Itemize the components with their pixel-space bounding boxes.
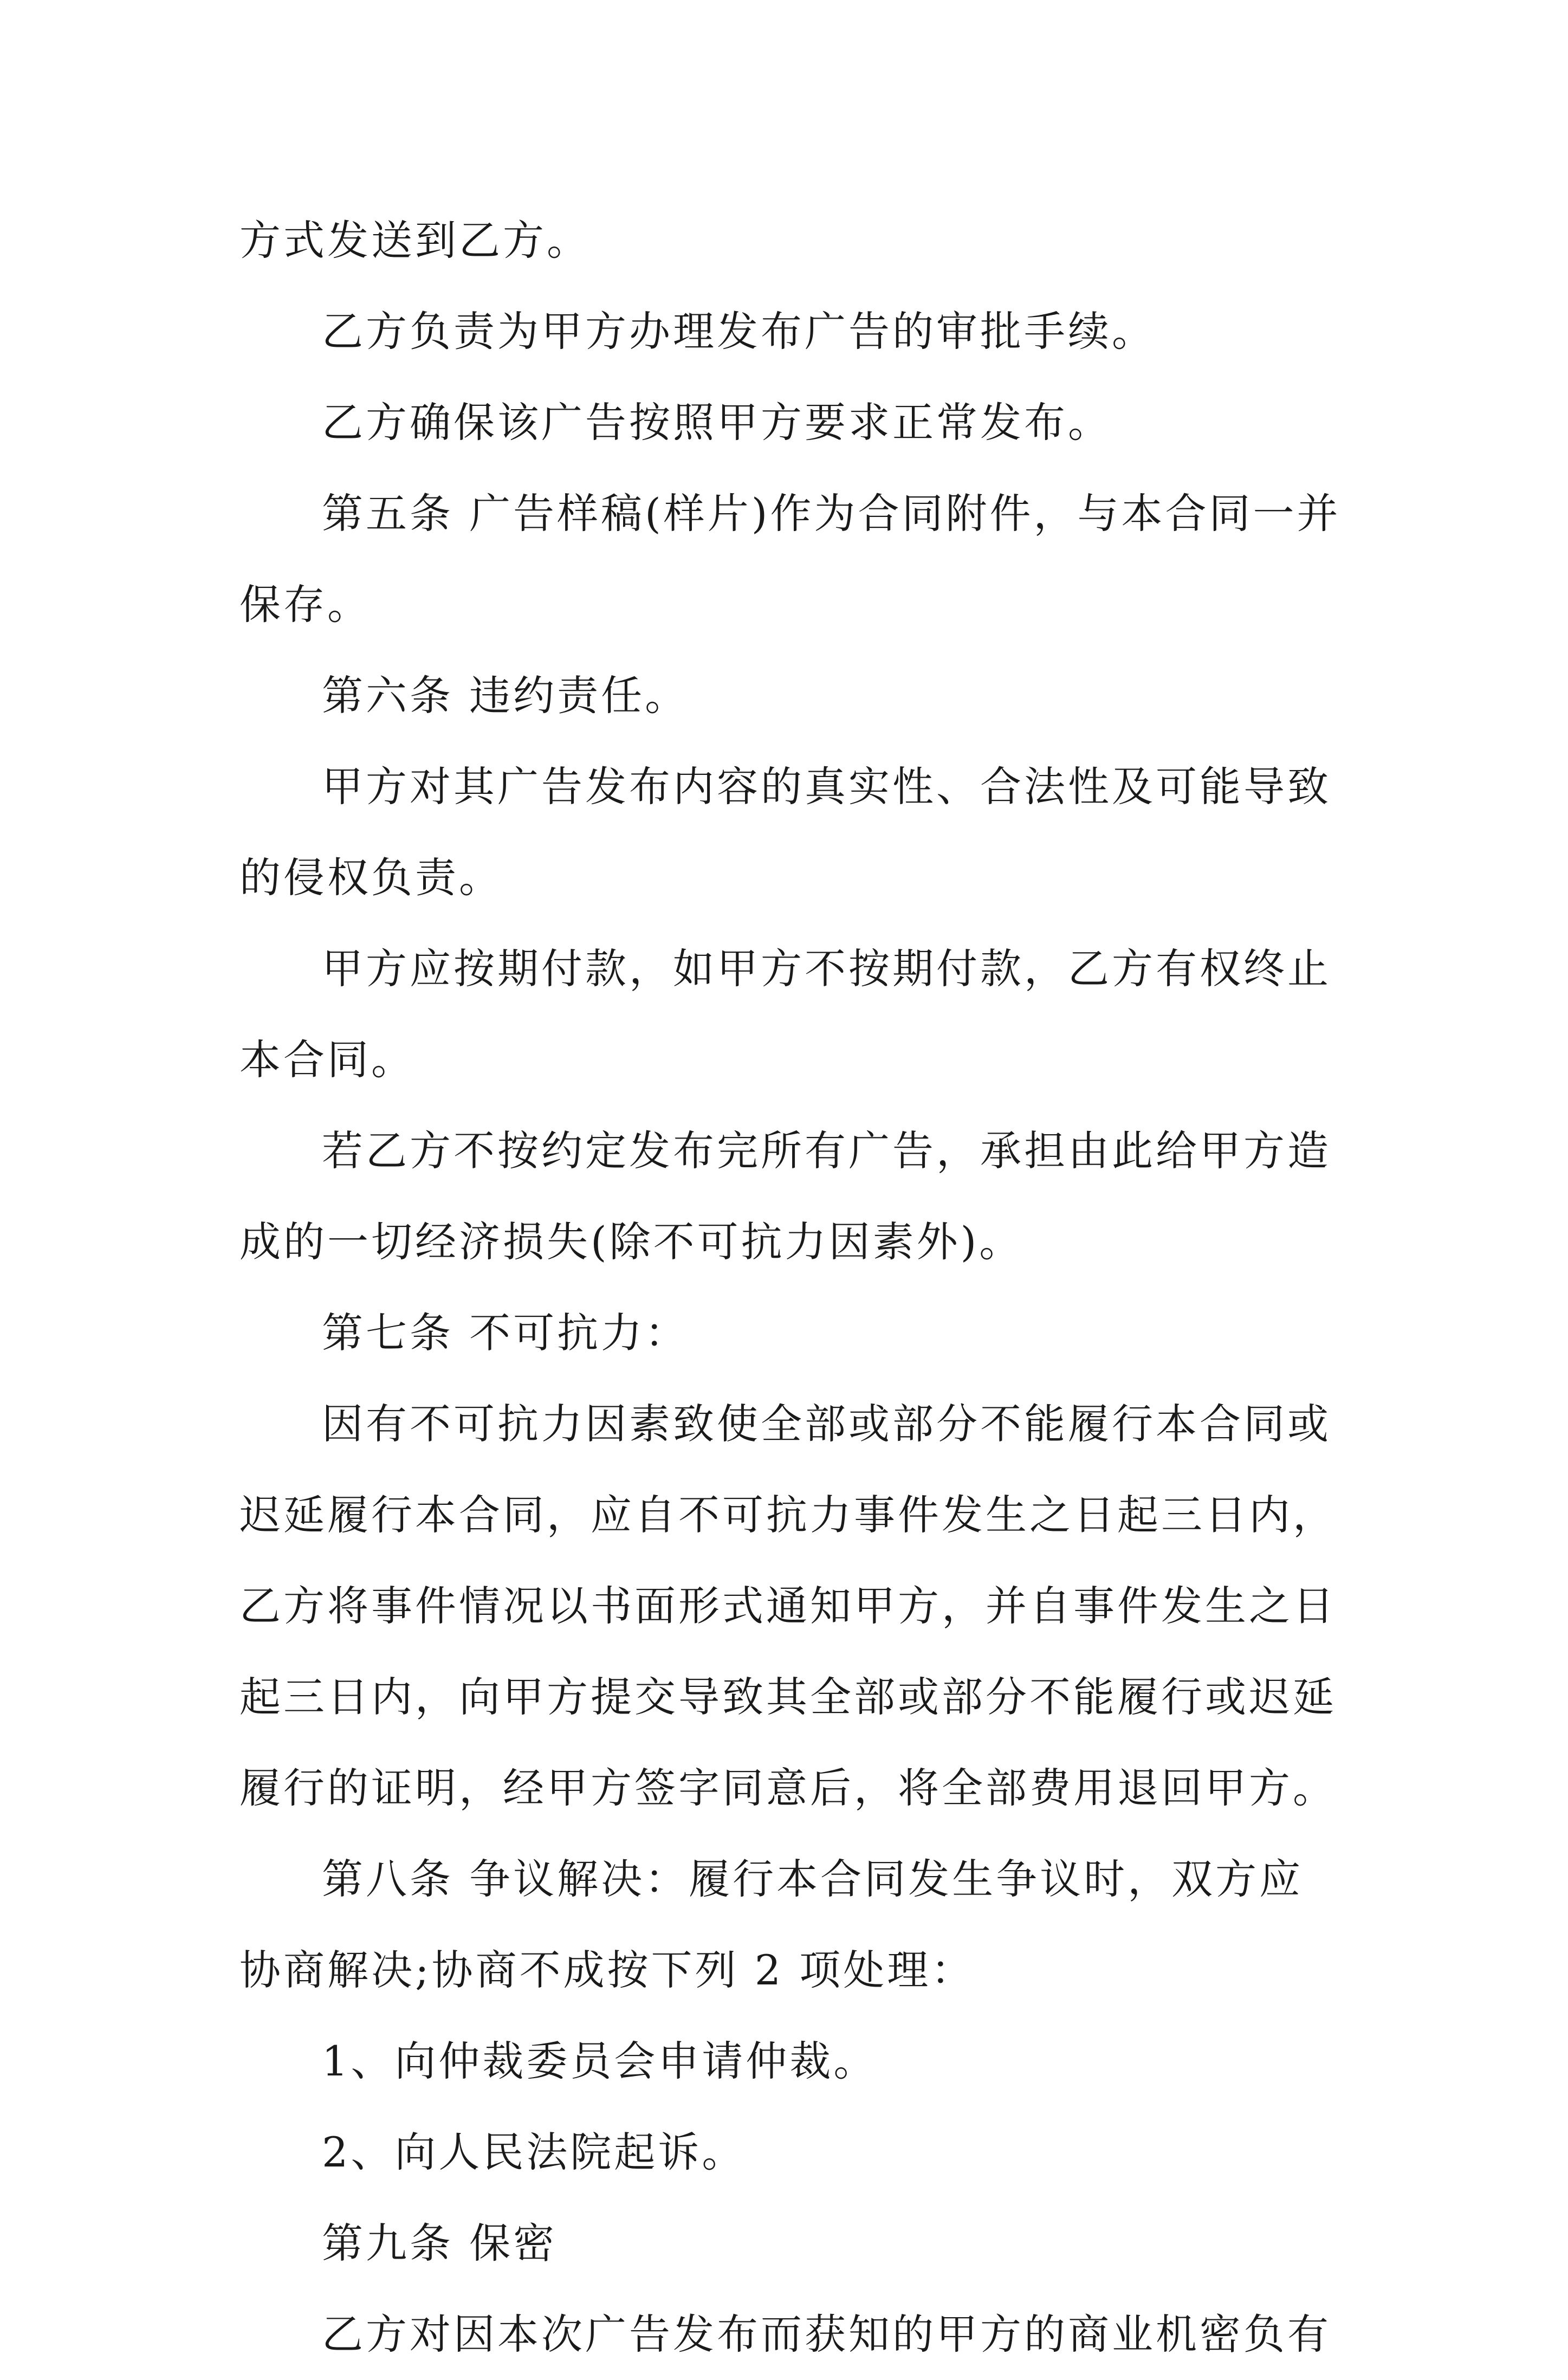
clause-heading-8: 第八条 争议解决：履行本合同发生争议时，双方应协商解决;协商不成按下列 2 项处理：	[239, 1855, 1304, 1994]
clause-heading-5: 第五条 广告样稿(样片)作为合同附件，与本合同一并保存。	[239, 489, 1341, 629]
document-page	[239, 195, 1345, 2380]
paragraph: 乙方确保该广告按照甲方要求正常发布。	[322, 398, 1112, 447]
paragraph: 若乙方不按约定发布完所有广告，承担由此给甲方造成的一切经济损失(除不可抗力因素外)。	[239, 1127, 1331, 1266]
paragraph: 乙方对因本次广告发布而获知的甲方的商业机密负有	[322, 2310, 1331, 2358]
clause-heading-9: 第九条 保密	[322, 2219, 558, 2267]
paragraph: 方式发送到乙方。	[239, 216, 591, 264]
list-item: 2、向人民法院起诉。	[322, 2128, 746, 2176]
paragraph: 甲方对其广告发布内容的真实性、合法性及可能导致的侵权负责。	[239, 762, 1331, 902]
list-item: 1、向仲裁委员会申请仲裁。	[322, 2037, 878, 2085]
clause-heading-6: 第六条 违约责任。	[322, 671, 689, 720]
paragraph: 因有不可抗力因素致使全部或部分不能履行本合同或迟延履行本合同，应自不可抗力事件发生之日起三日内，乙方将事件情况以书面形式通知甲方，并自事件发生之日起三日内，向甲方提交导致其全部或部分不能履行或迟延履行的证明，经甲方签字同意后，将全部费用退回甲方。	[239, 1400, 1337, 1812]
paragraph: 甲方应按期付款，如甲方不按期付款，乙方有权终止本合同。	[239, 945, 1331, 1084]
paragraph: 乙方负责为甲方办理发布广告的审批手续。	[322, 307, 1156, 355]
clause-heading-7: 第七条 不可抗力：	[322, 1309, 689, 1357]
